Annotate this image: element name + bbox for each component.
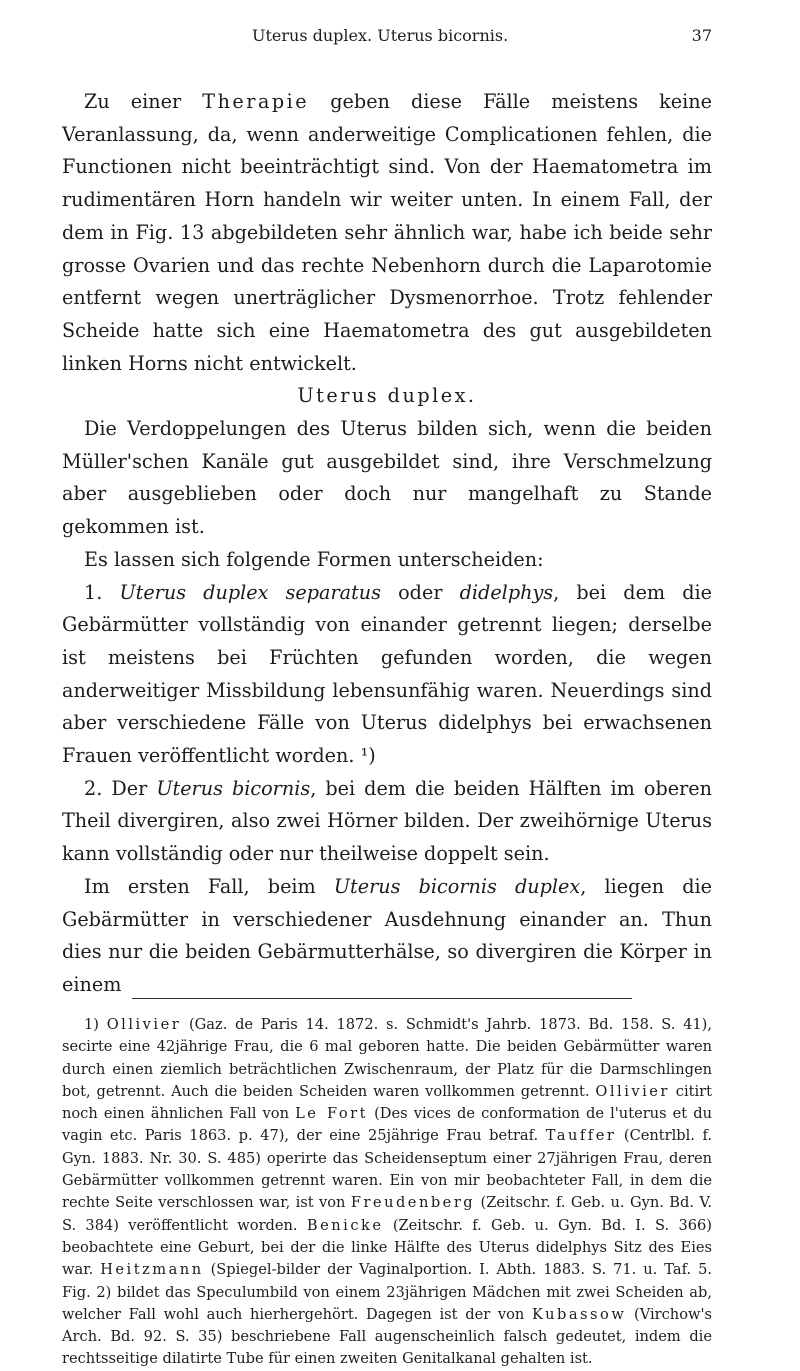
italic-term: Uterus duplex separatus bbox=[119, 580, 381, 604]
footnotes bbox=[62, 1014, 712, 1371]
text-run: (Spiegel-bilder der Vaginalportion. I. Abth. 1883. S. 71. u. Taf. 5. Fig. 2) bildet das Speculumbild von einem 23jährigen Mädchen mit zwei Scheiden ab, welcher Fall wohl auch hierhergehört. Dagegen ist der von bbox=[62, 1261, 713, 1323]
page-number: 37 bbox=[691, 26, 712, 45]
paragraph-ersten-fall bbox=[62, 871, 712, 1002]
text-run: oder bbox=[381, 580, 460, 604]
text-run: (Gaz. de Paris 14. 1872. s. Schmidt's Jahrb. 1873. Bd. 158. S. 41), secirte eine 42jährige Frau, die 6 mal geboren hatte. Die beiden Gebärmütter waren durch einen ziemlich beträchtlichen Zwischenraum, der Platz für die Darmschlingen bot, getrennt. Auch die beiden Scheiden waren vollkommen getrennt. bbox=[62, 1016, 712, 1100]
author-name: Heitzmann bbox=[100, 1261, 204, 1279]
spaced-term: Therapie bbox=[202, 90, 310, 113]
author-name: Benicke bbox=[306, 1216, 384, 1234]
text-run: (Des vices de conformation de l'uterus et du vagin etc. Paris 1863. p. 47), der eine 25jährige Frau betraf. bbox=[62, 1105, 713, 1145]
italic-term: Uterus bicornis duplex bbox=[333, 874, 581, 898]
text-run: , liegen die Gebärmütter in verschiedener Ausdehnung einander an. Thun dies nur die beiden Gebärmutterhälse, so divergiren die Körper in einem bbox=[62, 874, 712, 996]
footnote-1 bbox=[62, 1014, 712, 1371]
text-run: citirt noch einen ähnlichen Fall von bbox=[62, 1082, 712, 1123]
author-name: Tauffer bbox=[545, 1127, 617, 1145]
italic-term: didelphys bbox=[459, 580, 554, 604]
author-name: Kubassow bbox=[532, 1305, 627, 1323]
running-title: Uterus duplex. Uterus bicornis. bbox=[252, 26, 509, 45]
italic-term: Uterus bicornis bbox=[156, 776, 311, 800]
footnote-marker: 1) bbox=[84, 1016, 107, 1033]
section-heading: Uterus duplex. bbox=[297, 384, 477, 408]
text-run: Zu einer bbox=[84, 90, 203, 113]
text-run: (Virchow's Arch. Bd. 92. S. 35) beschriebene Fall augenscheinlich falsch gedeutet, indem die rechtsseitige dilatirte Tube für einen zweiten Genitalkanal gehalten ist. bbox=[62, 1305, 712, 1368]
text-run: 2. Der bbox=[84, 776, 157, 800]
text-run: (Zeitschr. f. Geb. u. Gyn. Bd. I. S. 366) beobachtete eine Geburt, bei der die linke Hälfte des Uterus didelphys Sitz des Eies war. bbox=[62, 1216, 712, 1279]
text-run: , bei dem die Gebärmütter vollständig von einander getrennt liegen; derselbe ist meistens bei Früchten gefunden worden, die wegen anderweitiger Missbildung lebensunfähig waren. Neuerdings sind aber verschiedene Fälle von Uterus didelphys bei erwachsenen Frauen veröffentlicht worden. ¹) bbox=[62, 580, 713, 768]
text-run: Im ersten Fall, beim bbox=[84, 874, 334, 898]
author-name: Ollivier bbox=[595, 1082, 670, 1100]
text-run: 1. bbox=[84, 580, 120, 604]
body-text bbox=[62, 86, 712, 1002]
text-run: , bei dem die beiden Hälften im oberen Theil divergiren, also zwei Hörner bilden. Der zweihörnige Uterus kann vollständig oder nur theilweise doppelt sein. bbox=[62, 776, 712, 866]
author-name: Freudenberg bbox=[350, 1194, 476, 1212]
paragraph-formen: Es lassen sich folgende Formen unterscheiden: bbox=[84, 547, 544, 571]
author-name: Le Fort bbox=[295, 1105, 368, 1123]
footnote-divider bbox=[132, 998, 632, 999]
text-run: (Zeitschr. f. Geb. u. Gyn. Bd. V. S. 384) veröffentlicht worden. bbox=[62, 1194, 712, 1234]
paragraph-therapie bbox=[62, 86, 712, 380]
paragraph-item-1 bbox=[62, 577, 712, 773]
paragraph-verdoppelungen: Die Verdoppelungen des Uterus bilden sich, wenn die beiden Müller'schen Kanäle gut ausgebildet sind, ihre Verschmelzung aber ausgeblieben oder doch nur mangelhaft zu Stande gekommen ist. bbox=[62, 417, 712, 539]
author-name: Ollivier bbox=[106, 1016, 182, 1033]
text-run: (Centrlbl. f. Gyn. 1883. Nr. 30. S. 485) operirte das Scheidenseptum einer 27jährigen Frau, deren Gebärmütter vollkommen getrennt waren. Ein von mir beobachteter Fall, in dem die rechte Seite verschlossen war, ist von bbox=[62, 1127, 712, 1212]
text-run: geben diese Fälle meistens keine Veranlassung, da, wenn anderweitige Complicationen fehlen, die Functionen nicht beeinträchtigt sind. Von der Haematometra im rudimentären Horn handeln wir weiter unten. In einem Fall, der dem in Fig. 13 abgebildeten sehr ähnlich war, habe ich beide sehr grosse Ovarien und das rechte Nebenhorn durch die Laparotomie entfernt wegen unerträglicher Dysmenorrhoe. Trotz fehlender Scheide hatte sich eine Haematometra des gut ausgebildeten linken Horns nicht entwickelt. bbox=[62, 90, 712, 375]
paragraph-item-2 bbox=[62, 773, 712, 871]
